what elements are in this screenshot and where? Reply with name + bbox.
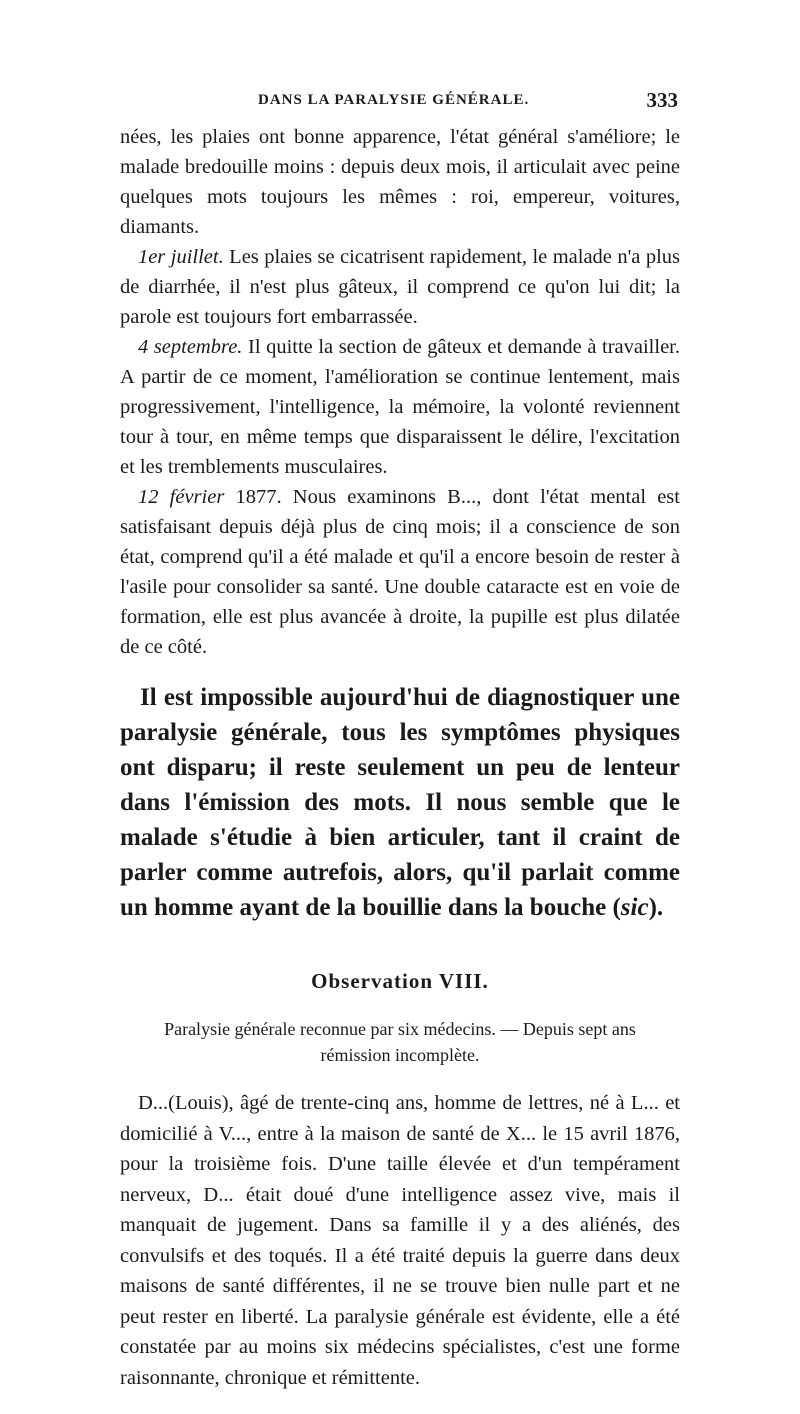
case-paragraph-4 (120, 482, 680, 662)
case-paragraph-4-text: 1877. Nous examinons B..., dont l'état mental est satisfaisant depuis déjà plus de cinq mois; il a conscience de son état, comprend qu'il a été malade et qu'il a encore besoin de rester à l'asile pour consolider sa santé. Une double cataracte est en voie de formation, elle est plus avancée à droite, la pupille est plus dilatée de ce côté. (120, 486, 680, 658)
date-september: 4 septembre. (138, 336, 243, 358)
book-page (120, 88, 680, 1414)
observation-body: D...(Louis), âgé de trente-cinq ans, homme de lettres, né à L... et domicilié à V..., entre à la maison de santé de X... le 15 avril 1876, pour la troisième fois. D'une taille élevée et d'un tempérament nerveux, D... était doué d'une intelligence assez vive, mais il manquait de jugement. Dans sa famille il y a des aliénés, des convulsifs et des toqués. Il a été traité depuis la guerre dans deux maisons de santé différentes, il ne se trouve bien nulle part et ne peut rester en liberté. La paralysie générale est évidente, elle a été constatée par au moins six médecins spécialistes, c'est une forme raisonnante, chronique et rémittente. (120, 1092, 680, 1389)
running-title: DANS LA PARALYSIE GÉNÉRALE. (258, 92, 530, 108)
date-july: 1er juillet. (138, 246, 224, 268)
observation-subtitle: Paralysie générale reconnue par six médecins. — Depuis sept ans rémission incomplète. (164, 1019, 636, 1065)
case-paragraph-3 (120, 332, 680, 482)
case-paragraph-1: nées, les plaies ont bonne apparence, l'état général s'améliore; le malade bredouille moins : depuis deux mois, il articulait avec peine quelques mots toujours les mêmes : roi, empereur, voitures, diamants. (120, 126, 680, 238)
date-february: 12 février (138, 486, 225, 508)
commentary-paragraph (120, 680, 680, 925)
case-notes (120, 122, 680, 662)
commentary-end: ). (648, 894, 664, 921)
case-paragraph-2-text: Les plaies se cicatrisent rapidement, le malade n'a plus de diarrhée, il n'est plus gâteux, il comprend ce qu'on lui dit; la parole est toujours fort embarrassée. (120, 246, 680, 328)
observation-title: Observation VIII. (311, 969, 489, 993)
case-paragraph-2 (120, 242, 680, 332)
case-paragraph-3-text: Il quitte la section de gâteux et demande à travailler. A partir de ce moment, l'amélioration se continue lentement, mais progressivement, l'intelligence, la mémoire, la volonté reviennent tour à tour, en même temps que disparaissent le délire, l'excitation et les tremblements musculaires. (120, 336, 680, 478)
commentary-text: Il est impossible aujourd'hui de diagnostiquer une paralysie générale, tous les symptômes physiques ont disparu; il reste seulement un peu de lenteur dans l'émission des mots. Il nous semble que le malade s'étudie à bien articuler, tant il craint de parler comme autrefois, alors, qu'il parlait comme un homme ayant de la bouillie dans la bouche ( (120, 684, 680, 921)
sic-word: sic (620, 894, 649, 921)
running-head (120, 88, 680, 122)
page-number: 333 (646, 88, 678, 112)
